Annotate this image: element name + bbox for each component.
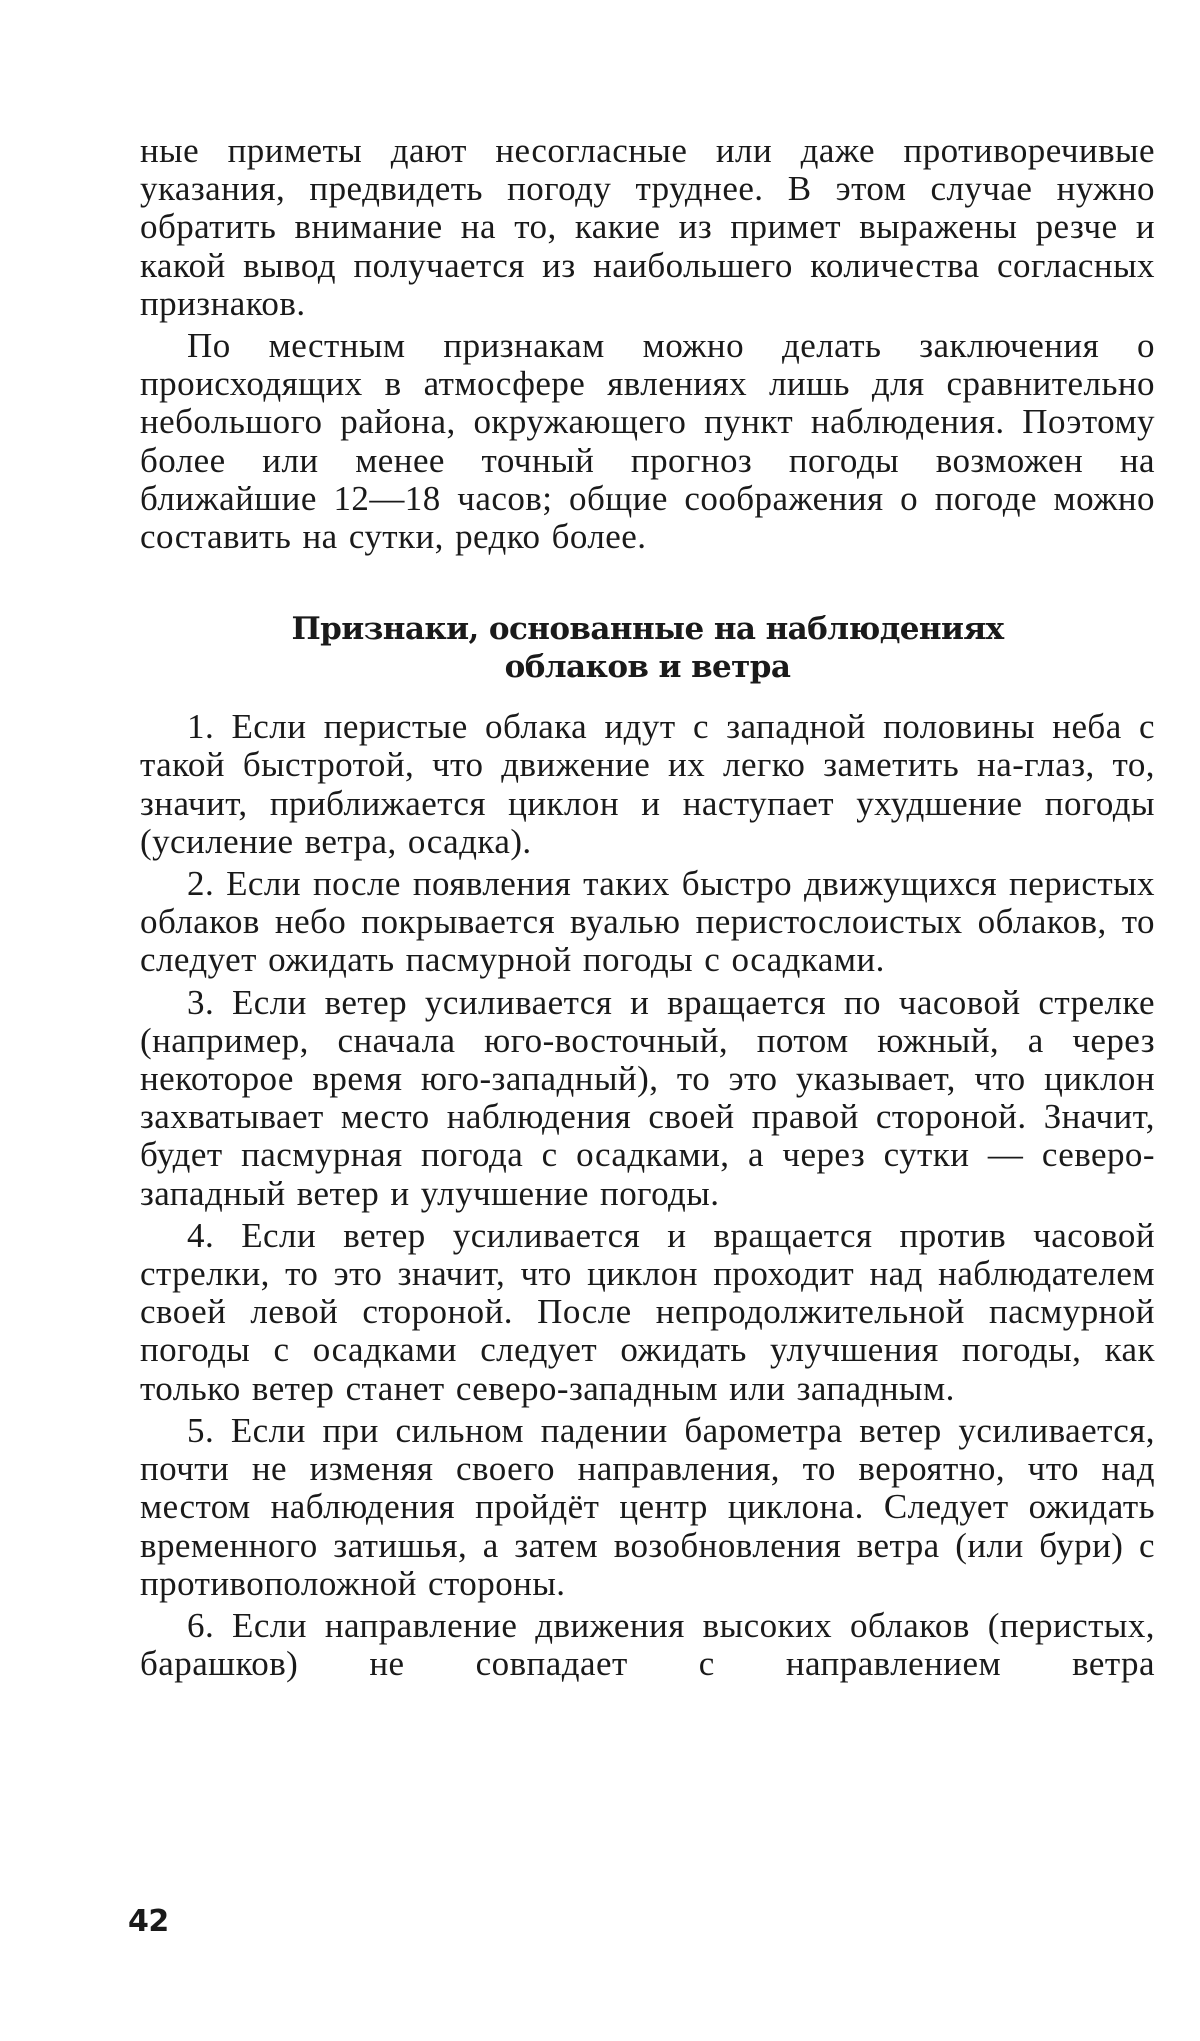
- list-item: 6. Если направление движения высоких облаков (перистых, барашков) не совпадает с направлением ветра: [140, 1607, 1155, 1683]
- page-body: [140, 132, 1155, 1683]
- section-heading-line-1: Признаки, основанные на наблюдениях: [140, 610, 1155, 648]
- list-item: 5. Если при сильном падении барометра ветер усиливается, почти не изменяя своего направления, то вероятно, что над местом наблюдения пройдёт центр циклона. Следует ожидать временного затишья, а затем возобновления ветра (или бури) с противоположной стороны.: [140, 1412, 1155, 1603]
- list-item: 3. Если ветер усиливается и вращается по часовой стрелке (например, сначала юго-восточный, потом южный, а через некоторое время юго-западный), то это указывает, что циклон захватывает место наблюдения своей правой стороной. Значит, будет пасмурная погода с осадками, а через сутки — северо-западный ветер и улучшение погоды.: [140, 984, 1155, 1213]
- list-item: 2. Если после появления таких быстро движущихся перистых облаков небо покрывается вуалью перистослоистых облаков, то следует ожидать пасмурной погоды с осадками.: [140, 865, 1155, 980]
- intro-paragraph-continuation: ные приметы дают несогласные или даже противоречивые указания, предвидеть погоду труднее. В этом случае нужно обратить внимание на то, какие из примет выражены резче и какой вывод получается из наибольшего количества согласных признаков.: [140, 132, 1155, 323]
- list-item: 1. Если перистые облака идут с западной половины неба с такой быстротой, что движение их легко заметить на-глаз, то, значит, приближается циклон и наступает ухудшение погоды (усиление ветра, осадка).: [140, 708, 1155, 861]
- page-number: 42: [128, 1905, 169, 1939]
- section-heading-line-2: облаков и ветра: [140, 648, 1155, 686]
- section-heading: [140, 610, 1155, 686]
- intro-paragraph-local-signs: По местным признакам можно делать заключения о происходящих в атмосфере явлениях лишь для сравнительно небольшого района, окружающего пункт наблюдения. Поэтому более или менее точный прогноз погоды возможен на ближайшие 12—18 часов; общие соображения о погоде можно составить на сутки, редко более.: [140, 327, 1155, 556]
- list-item: 4. Если ветер усиливается и вращается против часовой стрелки, то это значит, что циклон проходит над наблюдателем своей левой стороной. После непродолжительной пасмурной погоды с осадками следует ожидать улучшения погоды, как только ветер станет северо-западным или западным.: [140, 1217, 1155, 1408]
